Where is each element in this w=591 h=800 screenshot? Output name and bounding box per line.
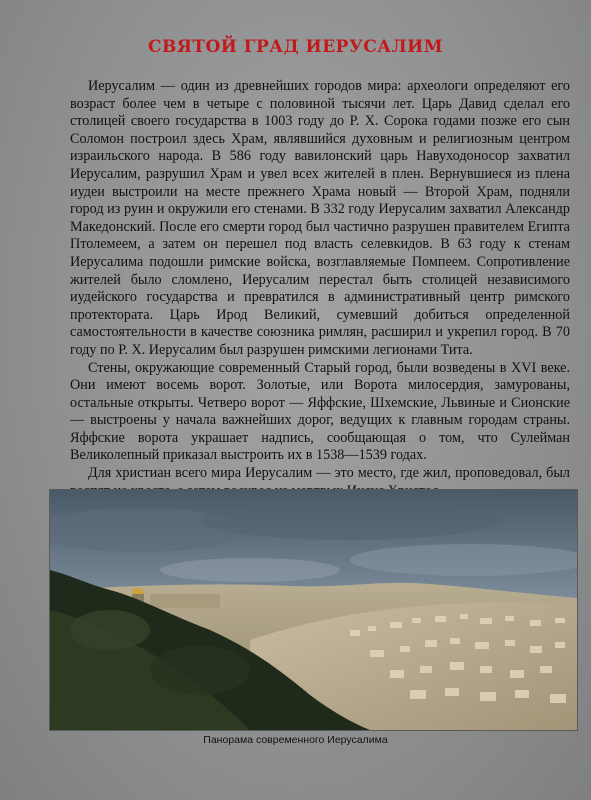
photo-caption: Панорама современного Иерусалима (203, 734, 388, 746)
jerusalem-panorama-photo (49, 489, 578, 731)
paragraph-walls: Стены, окружающие современный Старый город, были возведены в XVI веке. Они имеют восемь ворот. Золотые, или Ворота милосердия, замурованы, остальные открыты. Четверо ворот — Яффские, Шхемские, Львиные и Сионские — выстроены у начала важнейших дорог, ведущих к главным городам страны. Яффские ворота украшает надпись, сообщающая о том, что Сулейман Великолепный приказал выстроить их в 1538—1539 годах. (70, 359, 570, 464)
paragraph-christians: Для христиан всего мира Иерусалим — это место, где жил, проповедовал, был (88, 465, 570, 482)
paragraph-history: Иерусалим — один из древнейших городов мира: археологи определяют его возраст более чем в четыре с половиной тысячи лет. Царь Давид сделал его столицей своего государства в 1003 году до Р. Х. Сорока годами позже его сын Соломон построил здесь Храм, являвшийся духовным и религиозным центром израильского народа. В 586 году вавилонский царь Навуходоносор захватил Иерусалим, разрушил Храм и увел всех жителей в плен. Вернувшиеся из плена иудеи выстроили на месте прежнего Храма новый — Второй Храм, подняли город из руин и окружили его стенами. В 332 году Иерусалим захватил Александр Македонский. После его смерти город был частично разрушен правителем Египта Птолемеем, а затем он перешел под власть селевкидов. В 63 году к стенам Иерусалима подошли римские войска, возглавляемые Помпеем. Сопротивление жителей было сломлено, Иерусалим перестал быть столицей независимого иудейского государства и превратился в административный центр римского протектората. Царь Ирод Великий, сумевший добиться определенной самостоятельности в качестве союзника римлян, расширил и укрепил город. В 70 году по Р. Х. Иерусалим был разрушен римскими легионами Тита. (70, 78, 570, 358)
article-body (70, 78, 570, 500)
page-title: СВЯТОЙ ГРАД ИЕРУСАЛИМ (147, 37, 444, 57)
